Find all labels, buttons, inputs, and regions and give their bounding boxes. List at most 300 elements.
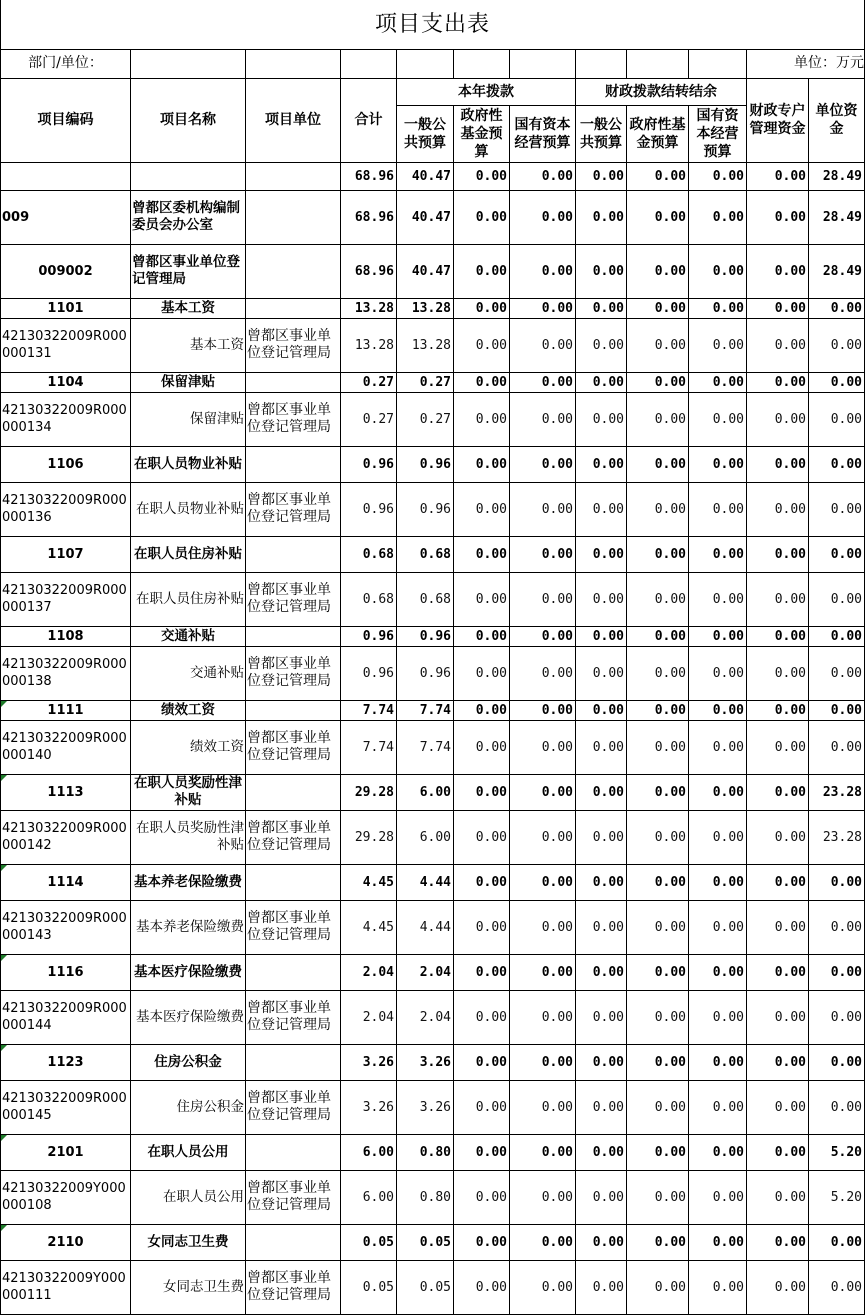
amount-cell[interactable]: 0.00 <box>627 1134 689 1170</box>
amount-cell[interactable]: 4.44 <box>397 900 454 954</box>
amount-cell[interactable]: 0.00 <box>689 774 747 810</box>
amount-cell[interactable]: 0.00 <box>689 810 747 864</box>
amount-cell[interactable]: 0.00 <box>627 626 689 646</box>
amount-cell[interactable]: 13.28 <box>341 318 397 372</box>
amount-cell[interactable]: 28.49 <box>809 162 865 190</box>
amount-cell[interactable]: 0.00 <box>689 162 747 190</box>
amount-cell[interactable]: 0.68 <box>341 572 397 626</box>
project-unit-cell[interactable] <box>246 954 341 990</box>
amount-cell[interactable]: 0.00 <box>576 190 627 244</box>
amount-cell[interactable]: 0.00 <box>576 244 627 298</box>
amount-cell[interactable]: 0.00 <box>747 1134 809 1170</box>
project-name-cell[interactable]: 基本工资 <box>131 318 246 372</box>
amount-cell[interactable]: 0.00 <box>454 190 510 244</box>
amount-cell[interactable]: 0.27 <box>397 372 454 392</box>
amount-cell[interactable]: 0.00 <box>576 536 627 572</box>
project-code-cell[interactable]: 42130322009Y000000111 <box>1 1260 131 1314</box>
project-unit-cell[interactable] <box>246 372 341 392</box>
project-unit-cell[interactable] <box>246 1134 341 1170</box>
amount-cell[interactable]: 0.00 <box>510 298 576 318</box>
amount-cell[interactable]: 0.00 <box>747 446 809 482</box>
project-name-cell[interactable]: 在职人员住房补贴 <box>131 536 246 572</box>
project-code-cell[interactable]: 1107 <box>1 536 131 572</box>
amount-cell[interactable]: 4.44 <box>397 864 454 900</box>
amount-cell[interactable]: 0.00 <box>689 954 747 990</box>
amount-cell[interactable]: 0.96 <box>397 646 454 700</box>
amount-cell[interactable]: 0.00 <box>689 626 747 646</box>
amount-cell[interactable]: 2.04 <box>341 954 397 990</box>
amount-cell[interactable]: 0.00 <box>747 954 809 990</box>
project-unit-cell[interactable] <box>246 864 341 900</box>
amount-cell[interactable]: 0.00 <box>747 392 809 446</box>
amount-cell[interactable]: 0.00 <box>627 900 689 954</box>
amount-cell[interactable]: 0.00 <box>454 1134 510 1170</box>
amount-cell[interactable]: 0.00 <box>747 318 809 372</box>
amount-cell[interactable]: 6.00 <box>397 774 454 810</box>
amount-cell[interactable]: 0.00 <box>510 190 576 244</box>
project-unit-cell[interactable] <box>246 190 341 244</box>
amount-cell[interactable]: 0.00 <box>454 244 510 298</box>
amount-cell[interactable]: 0.00 <box>454 646 510 700</box>
project-unit-cell[interactable]: 曾都区事业单位登记管理局 <box>246 1170 341 1224</box>
project-name-cell[interactable]: 在职人员物业补贴 <box>131 482 246 536</box>
project-unit-cell[interactable]: 曾都区事业单位登记管理局 <box>246 646 341 700</box>
amount-cell[interactable]: 3.26 <box>397 1080 454 1134</box>
amount-cell[interactable]: 7.74 <box>397 700 454 720</box>
amount-cell[interactable]: 0.00 <box>689 1260 747 1314</box>
amount-cell[interactable]: 0.00 <box>510 900 576 954</box>
project-unit-cell[interactable] <box>246 774 341 810</box>
amount-cell[interactable]: 0.00 <box>747 990 809 1044</box>
amount-cell[interactable]: 0.00 <box>576 392 627 446</box>
amount-cell[interactable]: 0.00 <box>576 990 627 1044</box>
project-code-cell[interactable]: 1104 <box>1 372 131 392</box>
amount-cell[interactable]: 0.00 <box>627 1260 689 1314</box>
project-unit-cell[interactable]: 曾都区事业单位登记管理局 <box>246 392 341 446</box>
amount-cell[interactable]: 0.00 <box>809 1224 865 1260</box>
amount-cell[interactable]: 0.00 <box>627 190 689 244</box>
amount-cell[interactable]: 0.00 <box>576 298 627 318</box>
amount-cell[interactable]: 0.00 <box>627 372 689 392</box>
amount-cell[interactable]: 0.80 <box>397 1134 454 1170</box>
amount-cell[interactable]: 0.00 <box>747 536 809 572</box>
project-code-cell[interactable]: 42130322009R000000138 <box>1 646 131 700</box>
amount-cell[interactable]: 0.00 <box>809 954 865 990</box>
project-code-cell[interactable]: 1111 <box>1 700 131 720</box>
amount-cell[interactable]: 0.00 <box>454 774 510 810</box>
amount-cell[interactable]: 0.00 <box>627 244 689 298</box>
amount-cell[interactable]: 0.00 <box>689 864 747 900</box>
project-unit-cell[interactable]: 曾都区事业单位登记管理局 <box>246 572 341 626</box>
amount-cell[interactable]: 0.00 <box>510 700 576 720</box>
amount-cell[interactable]: 0.00 <box>689 1080 747 1134</box>
amount-cell[interactable]: 29.28 <box>341 774 397 810</box>
amount-cell[interactable]: 0.00 <box>454 1044 510 1080</box>
amount-cell[interactable]: 0.00 <box>576 446 627 482</box>
amount-cell[interactable]: 0.00 <box>576 954 627 990</box>
amount-cell[interactable]: 0.00 <box>454 810 510 864</box>
project-name-cell[interactable]: 绩效工资 <box>131 720 246 774</box>
amount-cell[interactable]: 0.00 <box>576 810 627 864</box>
project-unit-cell[interactable]: 曾都区事业单位登记管理局 <box>246 318 341 372</box>
amount-cell[interactable]: 0.00 <box>747 1044 809 1080</box>
amount-cell[interactable]: 0.00 <box>576 1134 627 1170</box>
amount-cell[interactable]: 0.00 <box>576 162 627 190</box>
amount-cell[interactable]: 23.28 <box>809 774 865 810</box>
project-unit-cell[interactable] <box>246 446 341 482</box>
amount-cell[interactable]: 0.05 <box>397 1260 454 1314</box>
amount-cell[interactable]: 0.00 <box>576 482 627 536</box>
amount-cell[interactable]: 0.00 <box>627 298 689 318</box>
amount-cell[interactable]: 0.00 <box>576 372 627 392</box>
amount-cell[interactable]: 0.05 <box>397 1224 454 1260</box>
amount-cell[interactable]: 0.00 <box>454 1170 510 1224</box>
amount-cell[interactable]: 0.00 <box>627 318 689 372</box>
amount-cell[interactable]: 0.00 <box>627 1170 689 1224</box>
project-name-cell[interactable]: 基本医疗保险缴费 <box>131 954 246 990</box>
project-code-cell[interactable]: 1114 <box>1 864 131 900</box>
amount-cell[interactable]: 0.00 <box>747 700 809 720</box>
project-name-cell[interactable]: 在职人员奖励性津补贴 <box>131 774 246 810</box>
amount-cell[interactable]: 0.00 <box>809 536 865 572</box>
project-unit-cell[interactable]: 曾都区事业单位登记管理局 <box>246 810 341 864</box>
project-name-cell[interactable]: 女同志卫生费 <box>131 1260 246 1314</box>
project-name-cell[interactable]: 基本工资 <box>131 298 246 318</box>
amount-cell[interactable]: 0.00 <box>510 1134 576 1170</box>
amount-cell[interactable]: 0.00 <box>809 900 865 954</box>
amount-cell[interactable]: 0.00 <box>510 536 576 572</box>
project-code-cell[interactable]: 42130322009Y000000108 <box>1 1170 131 1224</box>
amount-cell[interactable]: 0.00 <box>689 572 747 626</box>
amount-cell[interactable]: 0.00 <box>454 162 510 190</box>
amount-cell[interactable]: 0.96 <box>341 446 397 482</box>
amount-cell[interactable]: 0.00 <box>454 482 510 536</box>
amount-cell[interactable]: 0.00 <box>510 1170 576 1224</box>
amount-cell[interactable]: 0.00 <box>510 162 576 190</box>
amount-cell[interactable]: 0.00 <box>747 190 809 244</box>
amount-cell[interactable]: 0.00 <box>689 482 747 536</box>
amount-cell[interactable]: 0.00 <box>747 646 809 700</box>
amount-cell[interactable]: 0.27 <box>341 372 397 392</box>
project-code-cell[interactable]: 009 <box>1 190 131 244</box>
amount-cell[interactable]: 0.00 <box>510 1044 576 1080</box>
amount-cell[interactable]: 0.00 <box>454 720 510 774</box>
amount-cell[interactable]: 0.00 <box>510 646 576 700</box>
amount-cell[interactable]: 0.00 <box>510 990 576 1044</box>
amount-cell[interactable]: 0.00 <box>576 1170 627 1224</box>
project-unit-cell[interactable] <box>246 626 341 646</box>
project-code-cell[interactable]: 42130322009R000000134 <box>1 392 131 446</box>
amount-cell[interactable]: 0.00 <box>576 700 627 720</box>
amount-cell[interactable]: 0.00 <box>627 162 689 190</box>
amount-cell[interactable]: 0.00 <box>747 244 809 298</box>
project-name-cell[interactable]: 基本养老保险缴费 <box>131 900 246 954</box>
amount-cell[interactable]: 0.00 <box>747 900 809 954</box>
amount-cell[interactable]: 0.00 <box>809 990 865 1044</box>
project-unit-cell[interactable] <box>246 298 341 318</box>
amount-cell[interactable]: 0.00 <box>809 1044 865 1080</box>
amount-cell[interactable]: 0.00 <box>576 572 627 626</box>
amount-cell[interactable]: 0.00 <box>689 190 747 244</box>
amount-cell[interactable]: 0.00 <box>809 392 865 446</box>
amount-cell[interactable]: 29.28 <box>341 810 397 864</box>
project-name-cell[interactable]: 绩效工资 <box>131 700 246 720</box>
amount-cell[interactable]: 2.04 <box>397 954 454 990</box>
amount-cell[interactable]: 0.00 <box>510 446 576 482</box>
project-code-cell[interactable] <box>1 162 131 190</box>
project-name-cell[interactable]: 基本养老保险缴费 <box>131 864 246 900</box>
amount-cell[interactable]: 0.00 <box>454 392 510 446</box>
project-name-cell[interactable]: 保留津贴 <box>131 372 246 392</box>
amount-cell[interactable]: 0.00 <box>689 244 747 298</box>
amount-cell[interactable]: 0.00 <box>809 720 865 774</box>
project-code-cell[interactable]: 42130322009R000000143 <box>1 900 131 954</box>
amount-cell[interactable]: 13.28 <box>397 298 454 318</box>
amount-cell[interactable]: 7.74 <box>341 700 397 720</box>
amount-cell[interactable]: 0.00 <box>627 810 689 864</box>
amount-cell[interactable]: 0.00 <box>454 954 510 990</box>
amount-cell[interactable]: 68.96 <box>341 190 397 244</box>
project-unit-cell[interactable] <box>246 162 341 190</box>
amount-cell[interactable]: 0.00 <box>689 372 747 392</box>
amount-cell[interactable]: 0.00 <box>689 1170 747 1224</box>
amount-cell[interactable]: 0.00 <box>747 864 809 900</box>
amount-cell[interactable]: 0.00 <box>747 774 809 810</box>
project-name-cell[interactable]: 交通补贴 <box>131 626 246 646</box>
amount-cell[interactable]: 0.00 <box>809 318 865 372</box>
amount-cell[interactable]: 0.00 <box>454 572 510 626</box>
amount-cell[interactable]: 40.47 <box>397 244 454 298</box>
amount-cell[interactable]: 0.00 <box>689 646 747 700</box>
project-name-cell[interactable]: 在职人员公用 <box>131 1134 246 1170</box>
amount-cell[interactable]: 0.00 <box>747 482 809 536</box>
amount-cell[interactable]: 0.00 <box>689 298 747 318</box>
project-code-cell[interactable]: 009002 <box>1 244 131 298</box>
amount-cell[interactable]: 28.49 <box>809 190 865 244</box>
amount-cell[interactable]: 0.00 <box>809 1260 865 1314</box>
amount-cell[interactable]: 0.00 <box>627 720 689 774</box>
amount-cell[interactable]: 6.00 <box>341 1134 397 1170</box>
amount-cell[interactable]: 0.00 <box>454 900 510 954</box>
amount-cell[interactable]: 68.96 <box>341 244 397 298</box>
amount-cell[interactable]: 0.00 <box>809 626 865 646</box>
amount-cell[interactable]: 0.00 <box>809 572 865 626</box>
amount-cell[interactable]: 0.00 <box>627 536 689 572</box>
project-unit-cell[interactable] <box>246 1044 341 1080</box>
amount-cell[interactable]: 0.00 <box>747 1080 809 1134</box>
project-name-cell[interactable]: 在职人员住房补贴 <box>131 572 246 626</box>
project-unit-cell[interactable]: 曾都区事业单位登记管理局 <box>246 990 341 1044</box>
project-code-cell[interactable]: 1113 <box>1 774 131 810</box>
project-code-cell[interactable]: 42130322009R000000145 <box>1 1080 131 1134</box>
amount-cell[interactable]: 4.45 <box>341 864 397 900</box>
project-name-cell[interactable]: 在职人员奖励性津补贴 <box>131 810 246 864</box>
project-code-cell[interactable]: 2110 <box>1 1224 131 1260</box>
amount-cell[interactable]: 0.00 <box>510 1080 576 1134</box>
amount-cell[interactable]: 0.00 <box>689 318 747 372</box>
amount-cell[interactable]: 0.00 <box>510 954 576 990</box>
project-unit-cell[interactable]: 曾都区事业单位登记管理局 <box>246 900 341 954</box>
amount-cell[interactable]: 0.00 <box>689 536 747 572</box>
amount-cell[interactable]: 0.00 <box>576 1260 627 1314</box>
amount-cell[interactable]: 0.00 <box>627 446 689 482</box>
amount-cell[interactable]: 0.00 <box>510 626 576 646</box>
amount-cell[interactable]: 0.00 <box>576 626 627 646</box>
amount-cell[interactable]: 0.96 <box>341 626 397 646</box>
amount-cell[interactable]: 0.00 <box>510 244 576 298</box>
amount-cell[interactable]: 0.27 <box>397 392 454 446</box>
amount-cell[interactable]: 0.05 <box>341 1224 397 1260</box>
amount-cell[interactable]: 0.00 <box>627 572 689 626</box>
amount-cell[interactable]: 0.00 <box>576 1044 627 1080</box>
amount-cell[interactable]: 0.00 <box>747 372 809 392</box>
amount-cell[interactable]: 40.47 <box>397 190 454 244</box>
amount-cell[interactable]: 0.00 <box>510 318 576 372</box>
amount-cell[interactable]: 6.00 <box>397 810 454 864</box>
amount-cell[interactable]: 7.74 <box>341 720 397 774</box>
amount-cell[interactable]: 0.96 <box>397 626 454 646</box>
amount-cell[interactable]: 0.00 <box>454 990 510 1044</box>
amount-cell[interactable]: 0.00 <box>510 572 576 626</box>
amount-cell[interactable]: 0.00 <box>454 1224 510 1260</box>
project-unit-cell[interactable] <box>246 700 341 720</box>
amount-cell[interactable]: 0.00 <box>809 864 865 900</box>
amount-cell[interactable]: 0.00 <box>689 990 747 1044</box>
amount-cell[interactable]: 0.00 <box>809 1080 865 1134</box>
project-code-cell[interactable]: 42130322009R000000136 <box>1 482 131 536</box>
amount-cell[interactable]: 0.00 <box>627 700 689 720</box>
amount-cell[interactable]: 0.00 <box>747 1170 809 1224</box>
project-name-cell[interactable]: 在职人员物业补贴 <box>131 446 246 482</box>
project-unit-cell[interactable]: 曾都区事业单位登记管理局 <box>246 720 341 774</box>
amount-cell[interactable]: 0.05 <box>341 1260 397 1314</box>
amount-cell[interactable]: 40.47 <box>397 162 454 190</box>
amount-cell[interactable]: 13.28 <box>341 298 397 318</box>
amount-cell[interactable]: 0.00 <box>510 720 576 774</box>
amount-cell[interactable]: 0.68 <box>341 536 397 572</box>
amount-cell[interactable]: 5.20 <box>809 1170 865 1224</box>
amount-cell[interactable]: 0.00 <box>510 1224 576 1260</box>
amount-cell[interactable]: 0.00 <box>454 1260 510 1314</box>
amount-cell[interactable]: 4.45 <box>341 900 397 954</box>
amount-cell[interactable]: 0.00 <box>510 482 576 536</box>
amount-cell[interactable]: 0.00 <box>510 372 576 392</box>
amount-cell[interactable]: 0.00 <box>576 774 627 810</box>
amount-cell[interactable]: 0.00 <box>510 392 576 446</box>
amount-cell[interactable]: 0.00 <box>627 1080 689 1134</box>
amount-cell[interactable]: 0.00 <box>510 864 576 900</box>
amount-cell[interactable]: 0.00 <box>454 298 510 318</box>
project-unit-cell[interactable]: 曾都区事业单位登记管理局 <box>246 1080 341 1134</box>
amount-cell[interactable]: 0.00 <box>689 700 747 720</box>
amount-cell[interactable]: 0.00 <box>747 810 809 864</box>
amount-cell[interactable]: 0.68 <box>397 572 454 626</box>
amount-cell[interactable]: 28.49 <box>809 244 865 298</box>
amount-cell[interactable]: 0.00 <box>689 1224 747 1260</box>
amount-cell[interactable]: 0.00 <box>747 162 809 190</box>
amount-cell[interactable]: 0.00 <box>454 700 510 720</box>
amount-cell[interactable]: 0.00 <box>747 572 809 626</box>
amount-cell[interactable]: 0.00 <box>747 298 809 318</box>
amount-cell[interactable]: 0.00 <box>809 700 865 720</box>
project-code-cell[interactable]: 42130322009R000000137 <box>1 572 131 626</box>
project-unit-cell[interactable] <box>246 536 341 572</box>
project-code-cell[interactable]: 1123 <box>1 1044 131 1080</box>
project-name-cell[interactable]: 曾都区事业单位登记管理局 <box>131 244 246 298</box>
amount-cell[interactable]: 0.96 <box>341 646 397 700</box>
amount-cell[interactable]: 0.00 <box>689 446 747 482</box>
amount-cell[interactable]: 0.00 <box>576 318 627 372</box>
amount-cell[interactable]: 0.00 <box>627 482 689 536</box>
amount-cell[interactable]: 0.00 <box>809 446 865 482</box>
project-name-cell[interactable]: 住房公积金 <box>131 1080 246 1134</box>
amount-cell[interactable]: 0.00 <box>576 720 627 774</box>
amount-cell[interactable]: 0.00 <box>747 626 809 646</box>
amount-cell[interactable]: 0.00 <box>510 774 576 810</box>
project-name-cell[interactable]: 住房公积金 <box>131 1044 246 1080</box>
project-unit-cell[interactable] <box>246 244 341 298</box>
amount-cell[interactable]: 0.00 <box>454 864 510 900</box>
project-name-cell[interactable]: 女同志卫生费 <box>131 1224 246 1260</box>
dept-value-cell[interactable] <box>131 49 246 78</box>
amount-cell[interactable]: 0.96 <box>397 446 454 482</box>
amount-cell[interactable]: 0.00 <box>454 446 510 482</box>
project-name-cell[interactable]: 在职人员公用 <box>131 1170 246 1224</box>
amount-cell[interactable]: 0.00 <box>809 646 865 700</box>
amount-cell[interactable]: 0.00 <box>747 720 809 774</box>
project-name-cell[interactable] <box>131 162 246 190</box>
amount-cell[interactable]: 0.00 <box>627 1044 689 1080</box>
amount-cell[interactable]: 0.00 <box>627 1224 689 1260</box>
project-code-cell[interactable]: 2101 <box>1 1134 131 1170</box>
amount-cell[interactable]: 0.00 <box>454 1080 510 1134</box>
project-name-cell[interactable]: 保留津贴 <box>131 392 246 446</box>
amount-cell[interactable]: 0.00 <box>627 954 689 990</box>
amount-cell[interactable]: 0.00 <box>576 900 627 954</box>
amount-cell[interactable]: 0.00 <box>454 536 510 572</box>
amount-cell[interactable]: 7.74 <box>397 720 454 774</box>
amount-cell[interactable]: 0.00 <box>689 392 747 446</box>
project-code-cell[interactable]: 42130322009R000000131 <box>1 318 131 372</box>
amount-cell[interactable]: 0.00 <box>809 482 865 536</box>
amount-cell[interactable]: 0.00 <box>576 1080 627 1134</box>
amount-cell[interactable]: 5.20 <box>809 1134 865 1170</box>
project-code-cell[interactable]: 42130322009R000000140 <box>1 720 131 774</box>
amount-cell[interactable]: 0.00 <box>510 810 576 864</box>
project-code-cell[interactable]: 42130322009R000000142 <box>1 810 131 864</box>
project-name-cell[interactable]: 交通补贴 <box>131 646 246 700</box>
amount-cell[interactable]: 0.00 <box>454 372 510 392</box>
project-name-cell[interactable]: 曾都区委机构编制委员会办公室 <box>131 190 246 244</box>
amount-cell[interactable]: 23.28 <box>809 810 865 864</box>
amount-cell[interactable]: 2.04 <box>397 990 454 1044</box>
amount-cell[interactable]: 0.00 <box>454 318 510 372</box>
amount-cell[interactable]: 0.00 <box>627 646 689 700</box>
amount-cell[interactable]: 0.00 <box>747 1260 809 1314</box>
project-code-cell[interactable]: 1116 <box>1 954 131 990</box>
amount-cell[interactable]: 0.27 <box>341 392 397 446</box>
amount-cell[interactable]: 0.00 <box>510 1260 576 1314</box>
project-name-cell[interactable]: 基本医疗保险缴费 <box>131 990 246 1044</box>
amount-cell[interactable]: 0.00 <box>627 392 689 446</box>
amount-cell[interactable]: 0.00 <box>809 372 865 392</box>
project-code-cell[interactable]: 42130322009R000000144 <box>1 990 131 1044</box>
project-code-cell[interactable]: 1106 <box>1 446 131 482</box>
amount-cell[interactable]: 6.00 <box>341 1170 397 1224</box>
amount-cell[interactable]: 0.96 <box>397 482 454 536</box>
amount-cell[interactable]: 0.00 <box>576 646 627 700</box>
amount-cell[interactable]: 0.00 <box>627 990 689 1044</box>
